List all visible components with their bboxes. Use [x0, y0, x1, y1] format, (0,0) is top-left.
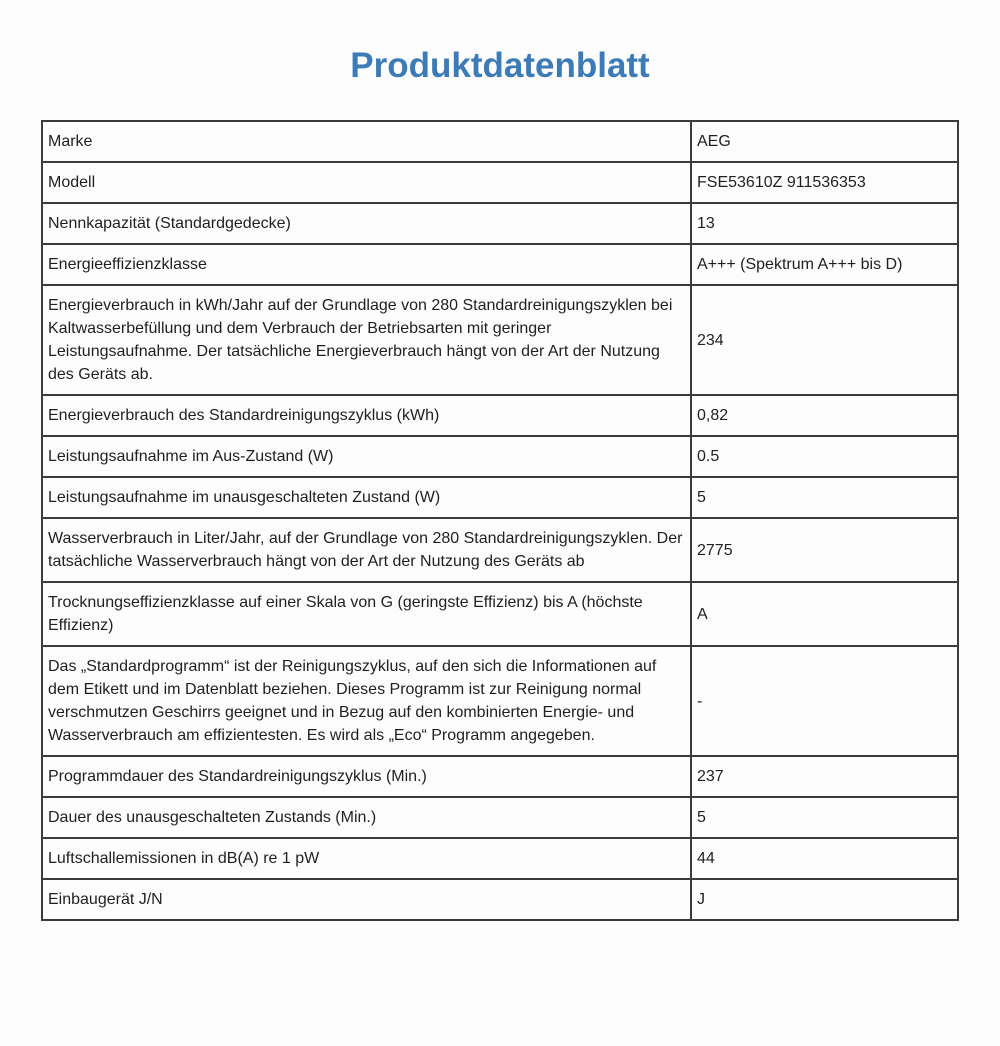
table-row	[42, 838, 958, 879]
table-row	[42, 244, 958, 285]
row-value: 2775	[691, 518, 958, 582]
row-label: Marke	[42, 121, 691, 162]
table-row	[42, 797, 958, 838]
row-value: 0,82	[691, 395, 958, 436]
row-label: Nennkapazität (Standardgedecke)	[42, 203, 691, 244]
page-title: Produktdatenblatt	[350, 46, 650, 85]
row-label: Einbaugerät J/N	[42, 879, 691, 920]
product-datasheet-page	[0, 46, 1000, 1046]
row-value: FSE53610Z 911536353	[691, 162, 958, 203]
table-row	[42, 395, 958, 436]
row-value: -	[691, 646, 958, 756]
row-label: Energieeffizienzklasse	[42, 244, 691, 285]
row-label: Dauer des unausgeschalteten Zustands (Min.)	[42, 797, 691, 838]
table-row	[42, 436, 958, 477]
table-row	[42, 646, 958, 756]
row-value: A+++ (Spektrum A+++ bis D)	[691, 244, 958, 285]
row-label: Luftschallemissionen in dB(A) re 1 pW	[42, 838, 691, 879]
product-data-table	[41, 120, 959, 921]
table-row	[42, 756, 958, 797]
table-row	[42, 121, 958, 162]
row-label: Das „Standardprogramm“ ist der Reinigungszyklus, auf den sich die Informationen auf dem Etikett und im Datenblatt beziehen. Dieses Programm ist zur Reinigung normal verschmutzen Geschirrs geeignet und in Bezug auf den kombinierten Energie- und Wasserverbrauch am effizientesten. Es wird als „Eco“ Programm angegeben.	[42, 646, 691, 756]
row-value: A	[691, 582, 958, 646]
table-row	[42, 285, 958, 395]
row-label: Wasserverbrauch in Liter/Jahr, auf der Grundlage von 280 Standardreinigungszyklen. Der tatsächliche Wasserverbrauch hängt von der Art der Nutzung des Geräts ab	[42, 518, 691, 582]
table-row	[42, 518, 958, 582]
row-label: Modell	[42, 162, 691, 203]
table-row	[42, 203, 958, 244]
row-label: Leistungsaufnahme im unausgeschalteten Zustand (W)	[42, 477, 691, 518]
row-value: AEG	[691, 121, 958, 162]
table-row	[42, 582, 958, 646]
row-label: Leistungsaufnahme im Aus-Zustand (W)	[42, 436, 691, 477]
row-label: Programmdauer des Standardreinigungszyklus (Min.)	[42, 756, 691, 797]
row-value: 237	[691, 756, 958, 797]
table-row	[42, 162, 958, 203]
row-value: 5	[691, 797, 958, 838]
row-value: 234	[691, 285, 958, 395]
row-value: 44	[691, 838, 958, 879]
row-value: 13	[691, 203, 958, 244]
table-row	[42, 879, 958, 920]
row-value: J	[691, 879, 958, 920]
row-label: Energieverbrauch in kWh/Jahr auf der Grundlage von 280 Standardreinigungszyklen bei Kaltwasserbefüllung und dem Verbrauch der Betriebsarten mit geringer Leistungsaufnahme. Der tatsächliche Energieverbrauch hängt von der Art der Nutzung des Geräts ab.	[42, 285, 691, 395]
row-label: Energieverbrauch des Standardreinigungszyklus (kWh)	[42, 395, 691, 436]
product-table-body	[42, 121, 958, 920]
row-value: 5	[691, 477, 958, 518]
row-label: Trocknungseffizienzklasse auf einer Skala von G (geringste Effizienz) bis A (höchste Effizienz)	[42, 582, 691, 646]
table-row	[42, 477, 958, 518]
row-value: 0.5	[691, 436, 958, 477]
